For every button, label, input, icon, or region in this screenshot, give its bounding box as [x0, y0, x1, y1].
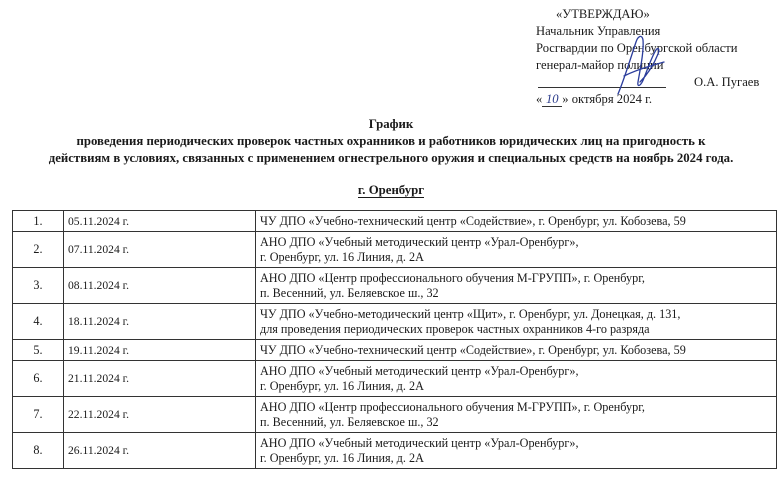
place-line: г. Оренбург, ул. 16 Линия, д. 2А — [260, 450, 424, 465]
place-line: АНО ДПО «Центр профессионального обучения М-ГРУПП», г. Оренбург, — [260, 270, 645, 285]
place-line: АНО ДПО «Учебный методический центр «Урал-Оренбург», — [260, 435, 579, 450]
table-row — [13, 232, 777, 268]
place-line: АНО ДПО «Учебный методический центр «Урал-Оренбург», — [260, 234, 579, 249]
row-number: 6. — [13, 361, 64, 397]
table-row — [13, 304, 777, 340]
date-month-year: октября 2024 г. — [571, 92, 653, 106]
place-line: для проведения периодических проверок частных охранников 4-го разряда — [260, 321, 650, 336]
document-subtitle-line2: действиям в условиях, связанных с применением огнестрельного оружия и специальных средств на ноябрь 2024 года. — [48, 151, 734, 165]
approval-position-line1: Начальник Управления — [536, 24, 661, 38]
table-row — [13, 361, 777, 397]
table-row — [13, 433, 777, 469]
inspection-date: 08.11.2024 г. — [64, 268, 256, 304]
place-line: ЧУ ДПО «Учебно-технический центр «Содействие», г. Оренбург, ул. Кобозева, 59 — [260, 342, 686, 357]
inspection-date: 26.11.2024 г. — [64, 433, 256, 469]
inspection-date: 19.11.2024 г. — [64, 340, 256, 361]
city-name: г. Оренбург — [357, 183, 425, 197]
inspection-place — [256, 433, 777, 469]
row-number: 4. — [13, 304, 64, 340]
place-line: ЧУ ДПО «Учебно-методический центр «Щит», г. Оренбург, ул. Донецкая, д. 131, — [260, 306, 681, 321]
row-number: 2. — [13, 232, 64, 268]
inspection-place — [256, 268, 777, 304]
inspection-date: 07.11.2024 г. — [64, 232, 256, 268]
table-row — [13, 397, 777, 433]
inspection-place — [256, 232, 777, 268]
approval-stamp: «УТВЕРЖДАЮ» — [556, 7, 650, 21]
city-heading — [0, 182, 782, 199]
table-row — [13, 211, 777, 232]
schedule-table — [12, 210, 777, 469]
inspection-place — [256, 304, 777, 340]
place-line: АНО ДПО «Учебный методический центр «Урал-Оренбург», — [260, 363, 579, 378]
date-day: 10 — [542, 92, 562, 107]
place-line: п. Весенний, ул. Беляевское ш., 32 — [260, 414, 439, 429]
approval-position-line2: Росгвардии по Оренбургской области — [536, 41, 738, 55]
inspection-date: 22.11.2024 г. — [64, 397, 256, 433]
place-line: АНО ДПО «Центр профессионального обучения М-ГРУПП», г. Оренбург, — [260, 399, 645, 414]
inspection-date: 18.11.2024 г. — [64, 304, 256, 340]
inspection-place — [256, 211, 777, 232]
inspection-date: 21.11.2024 г. — [64, 361, 256, 397]
document-subtitle-line1: проведения периодических проверок частных охранников и работников юридических лиц на пригодность к — [76, 134, 706, 148]
handwritten-signature-icon — [610, 30, 670, 100]
inspection-date: 05.11.2024 г. — [64, 211, 256, 232]
place-line: г. Оренбург, ул. 16 Линия, д. 2А — [260, 249, 424, 264]
approval-rank: генерал-майор полиции — [536, 58, 664, 72]
table-row — [13, 268, 777, 304]
inspection-place — [256, 361, 777, 397]
inspection-place — [256, 340, 777, 361]
date-close-quote: » — [562, 92, 569, 106]
document-heading: График — [368, 117, 414, 131]
inspection-place — [256, 397, 777, 433]
table-row — [13, 340, 777, 361]
place-line: г. Оренбург, ул. 16 Линия, д. 2А — [260, 378, 424, 393]
row-number: 3. — [13, 268, 64, 304]
place-line: п. Весенний, ул. Беляевское ш., 32 — [260, 285, 439, 300]
row-number: 8. — [13, 433, 64, 469]
row-number: 1. — [13, 211, 64, 232]
signatory-name: О.А. Пугаев — [694, 75, 760, 89]
row-number: 5. — [13, 340, 64, 361]
place-line: ЧУ ДПО «Учебно-технический центр «Содействие», г. Оренбург, ул. Кобозева, 59 — [260, 213, 686, 228]
row-number: 7. — [13, 397, 64, 433]
date-open-quote: « — [536, 92, 543, 106]
